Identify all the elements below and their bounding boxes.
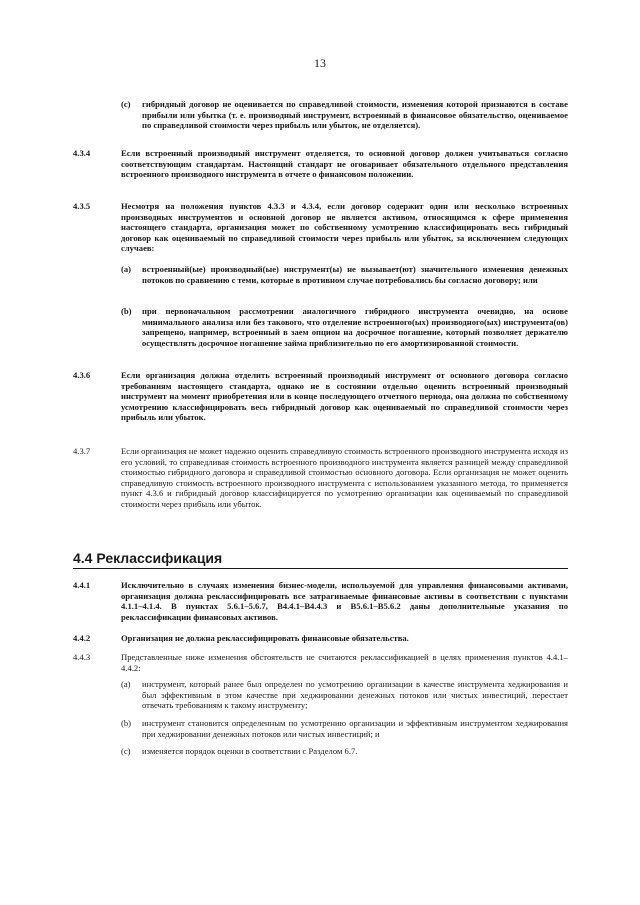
paragraph-number: 4.3.4 xyxy=(73,148,91,158)
paragraph-number: 4.3.7 xyxy=(73,446,91,456)
list-item-4-3-5-b xyxy=(121,306,568,348)
paragraph-4-3-6 xyxy=(73,370,568,423)
list-item-c-hybrid-contract xyxy=(121,99,568,131)
list-letter: (c) xyxy=(121,99,131,109)
list-item-4-4-3-a xyxy=(121,679,568,711)
paragraph-text: Несмотря на положения пунктов 4.3.3 и 4.3.4, если договор содержит один или несколько встроенных производных инструментов и основной договор не является активом, относящимся к сфере применения настоящего стандарта, организация может по собственному усмотрению классифицировать весь гибридный договор как оцениваемый по справедливой стоимости через прибыль или убыток, за исключением следующих случаев: xyxy=(121,201,568,254)
paragraph-text: Представленные ниже изменения обстоятельств не считаются реклассификацией в целях применения пунктов 4.4.1–4.4.2: xyxy=(121,652,568,673)
list-item-4-4-3-b xyxy=(121,718,568,739)
paragraph-4-4-3 xyxy=(73,652,568,673)
list-item-4-3-5-a xyxy=(121,264,568,285)
paragraph-number: 4.4.2 xyxy=(73,633,91,643)
list-letter: (a) xyxy=(121,679,131,689)
list-text: инструмент становится определенным по усмотрению организации и эффективным инструментом хеджирования при хеджировании денежных потоков или чистых инвестиций; и xyxy=(142,718,568,739)
paragraph-4-3-5 xyxy=(73,201,568,254)
paragraph-4-3-7 xyxy=(73,446,568,510)
paragraph-number: 4.4.3 xyxy=(73,652,91,662)
paragraph-4-4-2 xyxy=(73,633,568,644)
list-letter: (b) xyxy=(121,306,132,316)
paragraph-number: 4.3.6 xyxy=(73,370,91,380)
paragraph-4-4-1 xyxy=(73,580,568,622)
list-item-4-4-3-c xyxy=(121,746,568,757)
paragraph-text: Если организация не может надежно оценить справедливую стоимость встроенного производного инструмента исходя из его условий, то справедливая стоимость встроенного производного инструмента является разницей между справедливой стоимостью гибридного договора и справедливой стоимостью основного договора. Если организация не может оценить справедливую стоимость встроенного производного инструмента с использованием указанного метода, то применяется пункт 4.3.6 и гибридный договор классифицируется по усмотрению организации как оцениваемый по справедливой стоимости через прибыль или убыток. xyxy=(121,446,568,509)
list-text: гибридный договор не оценивается по справедливой стоимости, изменения которой признаются в составе прибыли или убытка (т. е. производный инструмент, встроенный в финансовое обязательство, оцениваемое по справедливой стоимости через прибыль или убыток, не отделяется). xyxy=(142,99,568,131)
paragraph-number: 4.3.5 xyxy=(73,201,91,211)
list-letter: (b) xyxy=(121,718,132,728)
paragraph-text: Организация не должна реклассифицировать финансовые обязательства. xyxy=(121,633,409,643)
paragraph-4-3-4 xyxy=(73,148,568,180)
section-heading: 4.4 Реклассификация xyxy=(73,550,568,569)
list-letter: (a) xyxy=(121,264,132,274)
list-text: изменяется порядок оценки в соответствии с Разделом 6.7. xyxy=(142,746,358,756)
list-text: при первоначальном рассмотрении аналогичного гибридного инструмента очевидно, на основе минимального анализа или без такового, что отделение встроенного(ых) производного(ых) инструмента(ов) запрещено, например, встроенный в заем опцион на досрочное погашение, который позволяет держателю осуществлять досрочное погашение займа приблизительно по его амортизированной стоимости. xyxy=(142,306,568,348)
list-letter: (c) xyxy=(121,746,131,756)
paragraph-text: Если встроенный производный инструмент отделяется, то основной договор должен учитываться согласно соответствующим стандартам. Настоящий стандарт не оговаривает обязательного отдельного представления встроенного производного инструмента в отчете о финансовом положении. xyxy=(121,148,568,180)
paragraph-number: 4.4.1 xyxy=(73,580,91,590)
list-text: инструмент, который ранее был определен по усмотрению организации в качестве инструмента хеджирования и был эффективным в этом качестве при хеджировании денежных потоков или чистых инвестиций, перестает отвечать требованиям к такому инструменту; xyxy=(142,679,568,711)
list-text: встроенный(ые) производный(ые) инструмент(ы) не вызывает(ют) значительного изменения денежных потоков по сравнению с теми, которые в противном случае потребовались бы согласно договору; или xyxy=(142,264,568,285)
paragraph-text: Исключительно в случаях изменения бизнес-модели, используемой для управления финансовыми активами, организация должна реклассифицировать все затрагиваемые финансовые активы в соответствии с пунктами 4.1.1–4.1.4. В пунктах 5.6.1–5.6.7, B4.4.1–B4.4.3 и B5.6.1–B5.6.2 даны дополнительные указания по реклассификации финансовых активов. xyxy=(121,580,568,622)
page-number: 13 xyxy=(314,56,326,70)
paragraph-text: Если организация должна отделить встроенный производный инструмент от основного договора согласно требованиям настоящего стандарта, однако не в состоянии отдельно оценить встроенный производный инструмент на момент приобретения или в конце последующего отчетного периода, она должна по собственному усмотрению классифицировать весь гибридный договор как оцениваемый по справедливой стоимости через прибыль или убыток. xyxy=(121,370,568,423)
